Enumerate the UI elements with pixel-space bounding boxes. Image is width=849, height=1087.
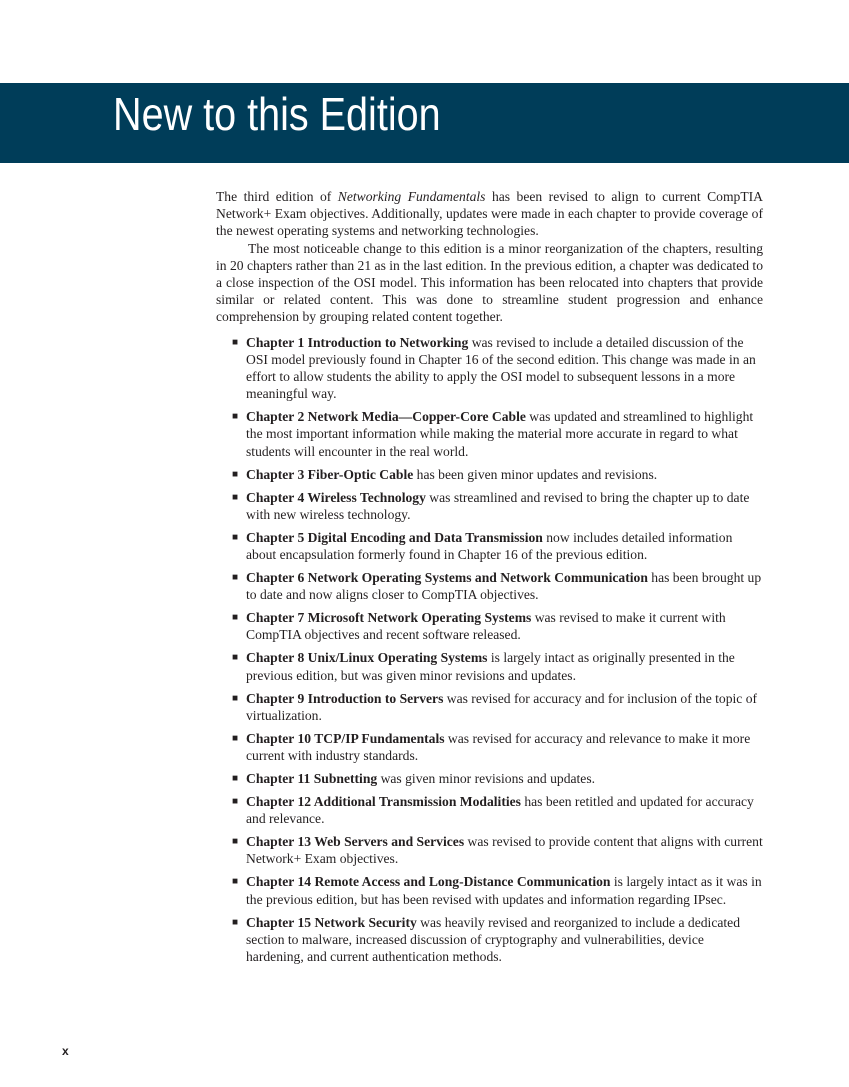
list-item — [216, 730, 763, 764]
title-banner — [0, 83, 849, 163]
chapter-description: was revised to provide content that aligns with current Network+ Exam objectives. — [246, 834, 763, 867]
list-item — [216, 873, 763, 907]
chapter-description: has been given minor updates and revisions. — [413, 466, 658, 482]
list-item — [216, 569, 763, 603]
square-bullet-icon: ■ — [232, 531, 239, 543]
chapter-title: Chapter 1 Introduction to Networking — [246, 334, 469, 350]
chapter-description: was revised for accuracy and for inclusion of the topic of virtualization. — [246, 690, 758, 723]
intro-text-start: The third edition of — [216, 189, 338, 204]
list-item — [216, 833, 763, 867]
chapter-description: is largely intact as originally presented in the previous edition, but was given minor revisions and updates. — [246, 650, 735, 683]
square-bullet-icon: ■ — [232, 916, 239, 928]
chapter-description: was streamlined and revised to bring the chapter up to date with new wireless technology. — [246, 489, 750, 522]
square-bullet-icon: ■ — [232, 876, 239, 888]
list-item — [216, 690, 763, 724]
intro-text-end: has been revised to align to current CompTIA Network+ Exam objectives. Additionally, updates were made in each chapter to provide coverage of the newest operating systems and networking technologies. — [216, 189, 763, 239]
chapter-description: has been brought up to date and now aligns closer to CompTIA objectives. — [246, 570, 762, 603]
chapter-changes-list — [216, 334, 763, 966]
chapter-title: Chapter 9 Introduction to Servers — [246, 690, 444, 706]
chapter-title: Chapter 2 Network Media—Copper-Core Cable — [246, 409, 526, 425]
square-bullet-icon: ■ — [232, 491, 239, 503]
square-bullet-icon: ■ — [232, 612, 239, 624]
list-item — [216, 793, 763, 827]
square-bullet-icon: ■ — [232, 336, 239, 348]
reorganization-paragraph: The most noticeable change to this edition is a minor reorganization of the chapters, resulting in 20 chapters rather than 21 as in the last edition. In the previous edition, a chapter was dedicated to a close inspection of the OSI model. This information has been relocated into chapters that provide similar or related content. This was done to streamline student progression and enhance comprehension by grouping related content together. — [216, 240, 763, 325]
chapter-description: has been retitled and updated for accuracy and relevance. — [246, 794, 754, 827]
chapter-title: Chapter 13 Web Servers and Services — [246, 834, 465, 850]
chapter-title: Chapter 15 Network Security — [246, 914, 417, 930]
chapter-description: was revised to make it current with CompTIA objectives and recent software released. — [246, 610, 726, 643]
list-item — [216, 770, 763, 787]
book-title: Networking Fundamentals — [337, 189, 486, 204]
list-item — [216, 529, 763, 563]
square-bullet-icon: ■ — [232, 652, 239, 664]
list-item — [216, 914, 763, 966]
chapter-title: Chapter 4 Wireless Technology — [246, 489, 426, 505]
square-bullet-icon: ■ — [232, 732, 239, 744]
chapter-title: Chapter 7 Microsoft Network Operating Systems — [246, 610, 532, 626]
square-bullet-icon: ■ — [232, 692, 239, 704]
chapter-title: Chapter 10 TCP/IP Fundamentals — [246, 730, 445, 746]
page-number: x — [62, 1044, 69, 1058]
square-bullet-icon: ■ — [232, 572, 239, 584]
square-bullet-icon: ■ — [232, 468, 239, 480]
chapter-title: Chapter 14 Remote Access and Long-Distance Communication — [246, 874, 611, 890]
chapter-description: was revised for accuracy and relevance to make it more current with industry standards. — [246, 730, 751, 764]
chapter-description: was heavily revised and reorganized to include a dedicated section to malware, increased discussion of cryptography and vulnerabilities, device hardening, and current authentication methods. — [246, 914, 741, 965]
chapter-title: Chapter 12 Additional Transmission Modalities — [246, 794, 521, 810]
chapter-description: now includes detailed information about encapsulation formerly found in Chapter 16 of the previous edition. — [246, 529, 733, 563]
chapter-description: is largely intact as it was in the previous edition, but has been revised with updates and information regarding IPsec. — [246, 874, 762, 907]
list-item — [216, 466, 763, 483]
list-item — [216, 609, 763, 643]
chapter-title: Chapter 5 Digital Encoding and Data Transmission — [246, 529, 543, 545]
intro-paragraph — [216, 188, 763, 240]
square-bullet-icon: ■ — [232, 836, 239, 848]
chapter-description: was updated and streamlined to highlight the most important information while making the material more accurate in regard to what students will encounter in the real world. — [246, 409, 754, 459]
body-content — [216, 188, 763, 971]
chapter-description: was given minor revisions and updates. — [377, 771, 596, 787]
chapter-title: Chapter 11 Subnetting — [246, 771, 378, 787]
page-title: New to this Edition — [113, 88, 441, 140]
list-item — [216, 489, 763, 523]
list-item — [216, 408, 763, 460]
chapter-title: Chapter 6 Network Operating Systems and Network Communication — [246, 570, 648, 586]
square-bullet-icon: ■ — [232, 796, 239, 808]
chapter-title: Chapter 8 Unix/Linux Operating Systems — [246, 650, 488, 666]
chapter-title: Chapter 3 Fiber-Optic Cable — [246, 466, 414, 482]
square-bullet-icon: ■ — [232, 411, 239, 423]
chapter-description: was revised to include a detailed discussion of the OSI model previously found in Chapter 16 of the second edition. This change was made in an effort to allow students the ability to apply the OSI model to subsequent lessons in a more meaningful way. — [246, 334, 756, 402]
list-item — [216, 649, 763, 683]
list-item — [216, 334, 763, 403]
square-bullet-icon: ■ — [232, 773, 239, 785]
